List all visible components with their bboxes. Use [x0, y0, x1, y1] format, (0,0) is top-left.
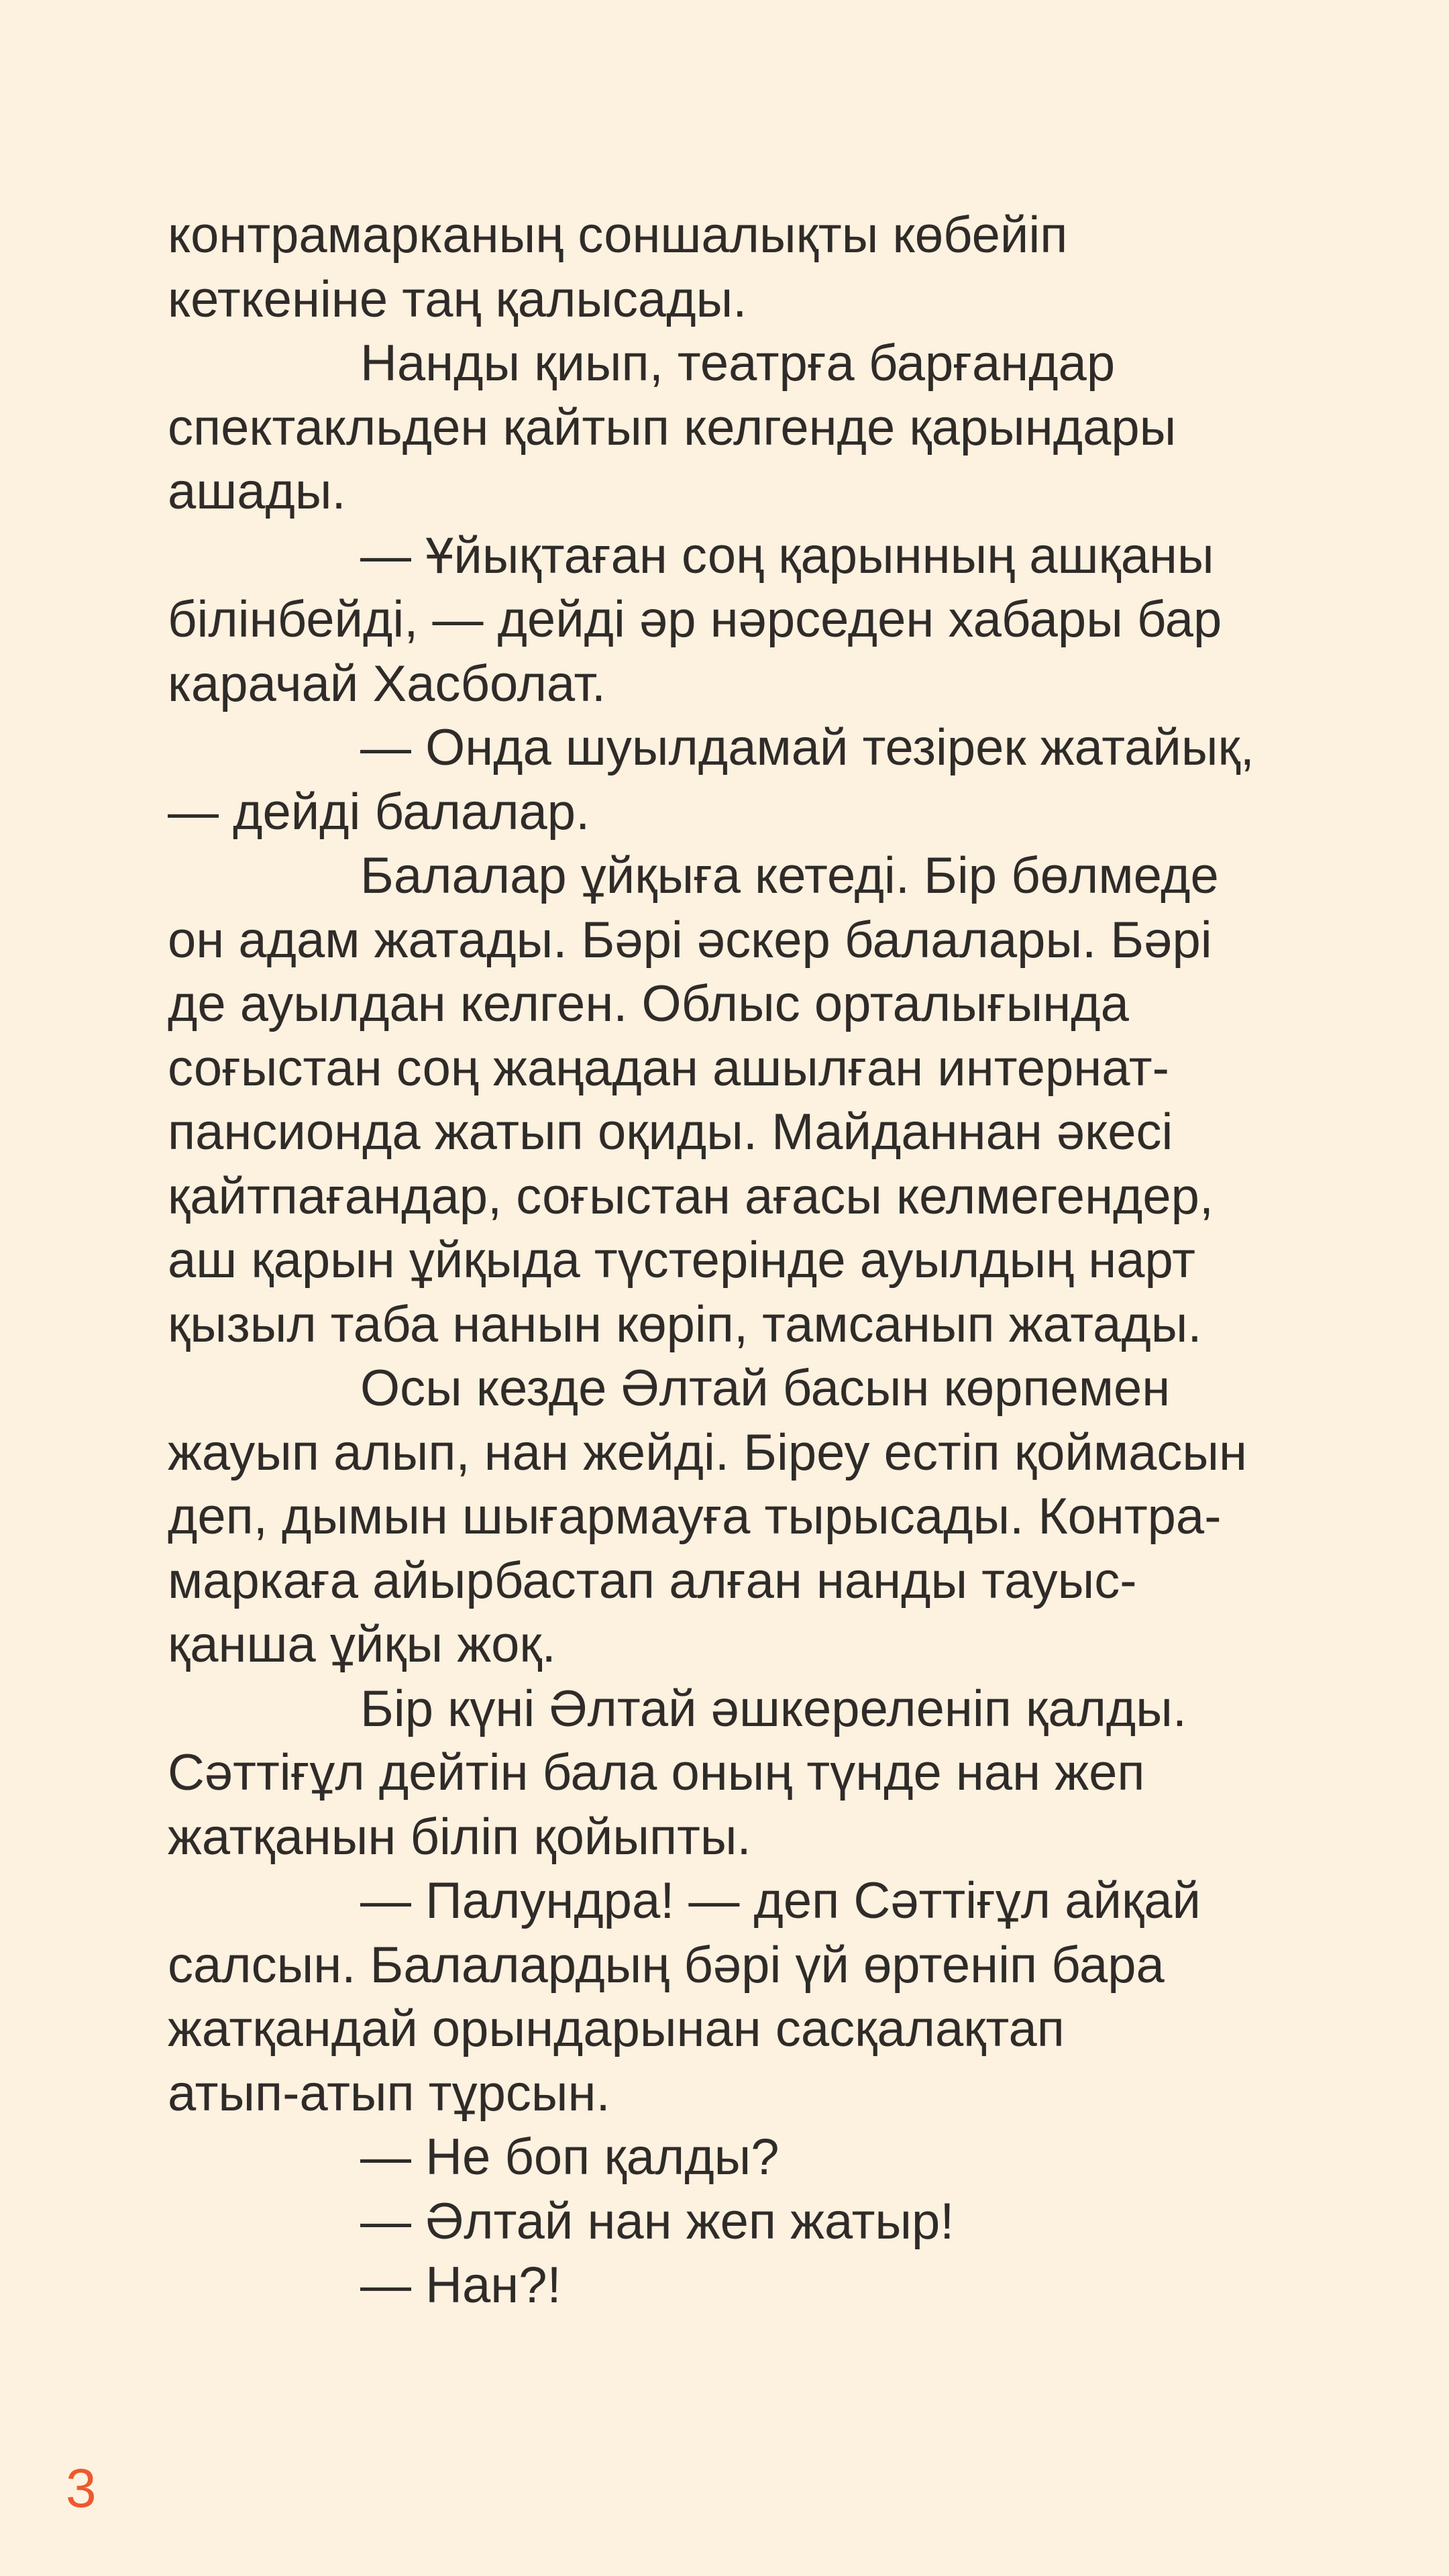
text-line: ашады. [168, 463, 346, 520]
text-line: салсын. Балалардың бәрі үй өртеніп бара [168, 1936, 1165, 1994]
text-line: — дейді балалар. [168, 783, 590, 841]
text-line: атып-атып тұрсын. [168, 2064, 610, 2122]
text-line: жатқандай орындарынан сасқалақтап [168, 2000, 1065, 2057]
text-line: Нанды қиып, театрға барғандар [360, 335, 1116, 392]
text-line: контрамарканың соншалықты көбейіп [168, 207, 1068, 264]
text-line: қанша ұйқы жоқ. [168, 1616, 556, 1673]
text-line: — Нан?! [360, 2257, 561, 2314]
text-line: қайтпағандар, соғыстан ағасы келмегендер, [168, 1167, 1214, 1225]
text-line: жатқанын біліп қойыпты. [168, 1808, 751, 1866]
body-text [168, 203, 1308, 2318]
text-line: он адам жатады. Бәрі әскер балалары. Бәрі [168, 911, 1212, 969]
text-line: Осы кезде Әлтай басын көрпемен [360, 1360, 1171, 1417]
text-line: — Онда шуылдамай тезірек жатайық, [360, 719, 1254, 776]
text-line: Бір күні Әлтай әшкереленіп қалды. [360, 1680, 1187, 1737]
text-line: деп, дымын шығармауға тырысады. Контра- [168, 1488, 1222, 1545]
text-line: аш қарын ұйқыда түстерінде ауылдың нарт [168, 1232, 1195, 1289]
text-line: кеткеніне таң қалысады. [168, 270, 747, 328]
text-line: карачай Хасболат. [168, 655, 606, 712]
text-line: соғыстан соң жаңадан ашылған интернат- [168, 1039, 1169, 1097]
text-line: — Палундра! — деп Сәттіғұл айқай [360, 1872, 1201, 1929]
text-line: жауып алып, нан жейді. Біреу естіп қоймасын [168, 1424, 1247, 1481]
text-line: білінбейді, — дейді әр нәрседен хабары бар [168, 591, 1222, 648]
text-line: Балалар ұйқыға кетеді. Бір бөлмеде [360, 847, 1219, 904]
text-line: маркаға айырбастап алған нанды тауыс- [168, 1552, 1137, 1609]
text-line: пансионда жатып оқиды. Майданнан әкесі [168, 1104, 1173, 1161]
text-line: — Ұйықтаған соң қарынның ашқаны [360, 527, 1214, 584]
text-line: — Не боп қалды? [360, 2129, 780, 2186]
text-line: де ауылдан келген. Облыс орталығында [168, 975, 1129, 1032]
text-line: қызыл таба нанын көріп, тамсанып жатады. [168, 1295, 1202, 1353]
text-line: спектакльден қайтып келгенде қарындары [168, 398, 1177, 456]
text-line: Сәттіғұл дейтін бала оның түнде нан жеп [168, 1744, 1145, 1801]
text-line: — Әлтай нан жеп жатыр! [360, 2192, 955, 2250]
page-number: 3 [66, 2458, 97, 2519]
